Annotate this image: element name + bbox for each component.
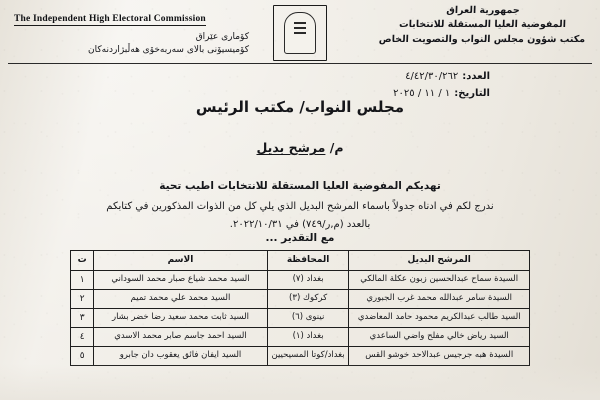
table-row (71, 328, 530, 347)
letterhead (0, 4, 600, 66)
arabic-line-2: المفوضية العليا المستقلة للانتخابات (398, 19, 567, 31)
cell-index: ٤ (71, 328, 94, 347)
cell-alternate: السيد طالب عبدالكريم محمود حامد المعاضدي (349, 309, 530, 328)
cell-governorate: بغداد (١) (267, 328, 349, 347)
emblem-icon (273, 5, 327, 61)
kurdish-line-2: كۆميسيۆنى بالاى سەربەخۆى ھەڵبژاردنەكان (88, 45, 249, 56)
candidates-table (70, 250, 530, 366)
meta-number-label: العدد: (462, 71, 490, 82)
letterhead-right (375, 4, 590, 47)
cell-index: ٣ (71, 309, 94, 328)
cell-name: السيد محمد شياع صبار محمد السوداني (94, 271, 268, 290)
kurdish-line-1: كۆمارى عێراق (195, 32, 249, 42)
cell-governorate: بغداد (٧) (267, 271, 349, 290)
cell-name: السيد ايفان فائق يعقوب دان جابرو (94, 347, 268, 366)
subject-prefix: م/ (329, 140, 344, 155)
emblem-glyph (284, 12, 316, 54)
body-paragraph (30, 198, 570, 234)
subject-line (0, 140, 600, 155)
subject-text: مرشح بديل (256, 140, 326, 155)
cell-governorate: بغداد/كوتا المسيحيين (267, 347, 349, 366)
cell-alternate: السيدة سماح عبدالحسين زبون عكلة المالكي (349, 271, 530, 290)
body-paragraph-line-1: ندرج لكم في ادناه جدولاً باسماء المرشح البديل الذي يلي كل من الذوات المذكورين في كتابكم (106, 201, 494, 212)
cell-name: السيد محمد علي محمد تميم (94, 290, 268, 309)
closing-line: مع التقدير ... (265, 232, 335, 244)
arabic-line-1: جمهورية العراق (446, 5, 520, 16)
cell-alternate: السيدة هبه جرجيس عبدالاحد خوشو القس (349, 347, 530, 366)
candidates-table-wrapper (70, 250, 530, 366)
greeting-line: تهديكم المفوضية العليا المستقلة للانتخابات اطيب تحية (159, 180, 441, 192)
header-name: الاسم (94, 251, 268, 271)
meta-date-value: ١ / ١١ / ٢٠٢٥ (393, 88, 451, 99)
header-alternate: المرشح البديل (349, 251, 530, 271)
cell-alternate: السيد رياض خالي مفلح واضي الساعدي (349, 328, 530, 347)
table-body (71, 271, 530, 366)
arabic-line-3: مكتب شؤون مجلس النواب والتصويت الخاص (378, 33, 586, 45)
table-row (71, 309, 530, 328)
header-divider (8, 63, 592, 64)
document-meta (300, 68, 490, 102)
cell-governorate: كركوك (٣) (267, 290, 349, 309)
table-header-row (71, 251, 530, 271)
letterhead-kurdish (14, 31, 249, 57)
letterhead-left (14, 6, 264, 57)
letterhead-arabic (374, 4, 590, 47)
table-row (71, 290, 530, 309)
cell-governorate: نينوى (٦) (267, 309, 349, 328)
meta-date-label: التاريخ: (454, 88, 490, 99)
recipient-line: مجلس النواب/ مكتب الرئيس (195, 98, 405, 116)
scan-bottom-fade (0, 364, 600, 400)
table-head (71, 251, 530, 271)
commission-english-title: The Independent High Electoral Commission (14, 14, 206, 24)
cell-name: السيد احمد جاسم صابر محمد الاسدي (94, 328, 268, 347)
meta-number-row (300, 68, 490, 85)
header-governorate: المحافظة (267, 251, 349, 271)
cell-name: السيد ثابت محمد سعيد رضا خضر بشار (94, 309, 268, 328)
cell-index: ٥ (71, 347, 94, 366)
table-row (71, 347, 530, 366)
cell-alternate: السيدة سامر عبدالله محمد غرب الجبوري (349, 290, 530, 309)
cell-index: ١ (71, 271, 94, 290)
body-paragraph-line-2: بالعدد (م,ر/٧٤٩) في ٢٠٢٢/١٠/٣١. (229, 219, 371, 230)
table-row (71, 271, 530, 290)
meta-number-value: ٤/٤٢/٣٠/٢٦٢ (405, 71, 459, 82)
header-index: ت (71, 251, 94, 271)
cell-index: ٢ (71, 290, 94, 309)
